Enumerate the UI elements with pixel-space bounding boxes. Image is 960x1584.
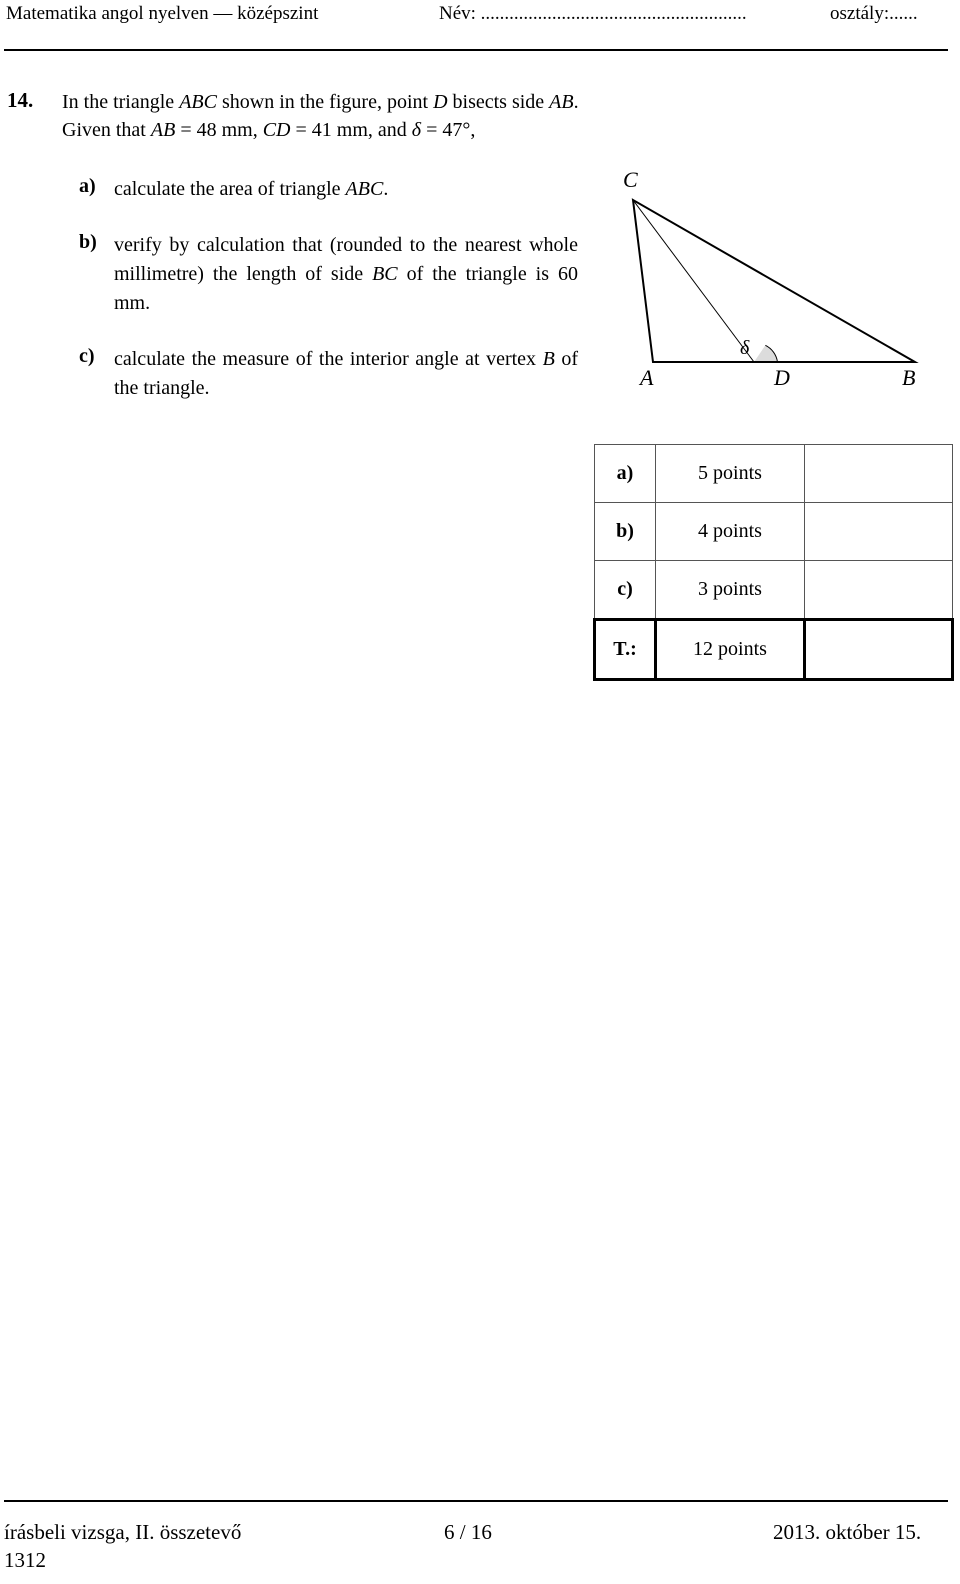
score-points: 5 points	[656, 445, 805, 503]
part-b-label: b)	[79, 231, 97, 253]
score-earned-cell[interactable]	[805, 503, 953, 561]
footer-code: 1312	[4, 1548, 46, 1572]
header-class-field: osztály:......	[830, 3, 918, 24]
header-rule	[4, 49, 948, 51]
score-earned-cell[interactable]	[805, 445, 953, 503]
delta-angle-fill	[754, 345, 778, 362]
label-delta: δ	[740, 337, 750, 359]
footer-exam: írásbeli vizsga, II. összetevő	[4, 1520, 242, 1544]
score-total-row	[595, 620, 953, 680]
score-total-earned-cell[interactable]	[805, 620, 953, 680]
footer-rule	[4, 1500, 948, 1502]
score-part: a)	[595, 445, 656, 503]
score-row	[595, 445, 953, 503]
score-table	[593, 444, 954, 681]
triangle-abc	[633, 200, 915, 362]
problem-intro: In the triangle ABC shown in the figure, point D bisects side AB. Given that AB = 48 mm, CD = 41 mm, and δ = 47°,	[62, 91, 579, 141]
header-name-field: Név: ........................................................	[439, 3, 747, 24]
triangle-figure	[600, 160, 960, 400]
problem-number: 14.	[7, 88, 34, 112]
label-d: D	[774, 365, 790, 390]
score-row	[595, 503, 953, 561]
score-points: 3 points	[656, 561, 805, 620]
part-a-text: calculate the area of triangle ABC.	[114, 178, 389, 200]
score-part: c)	[595, 561, 656, 620]
label-b: B	[902, 365, 916, 390]
label-a: A	[640, 365, 654, 390]
part-a-label: a)	[79, 175, 96, 197]
part-c-text: calculate the measure of the interior angle at vertex B of the triangle.	[114, 348, 578, 399]
segment-cd	[633, 200, 754, 362]
score-earned-cell[interactable]	[805, 561, 953, 620]
footer-date: 2013. október 15.	[773, 1520, 922, 1544]
label-c: C	[623, 167, 638, 192]
footer-page-number: 6 / 16	[444, 1520, 492, 1544]
score-row	[595, 561, 953, 620]
score-total-label: T.:	[595, 620, 656, 680]
header-subject: Matematika angol nyelven — középszint	[6, 3, 319, 24]
score-total-points: 12 points	[656, 620, 805, 680]
part-c-label: c)	[79, 345, 95, 367]
part-b-text: verify by calculation that (rounded to the nearest whole millimetre) the length of side BC of the triangle is 60 mm.	[114, 234, 578, 314]
score-points: 4 points	[656, 503, 805, 561]
score-part: b)	[595, 503, 656, 561]
